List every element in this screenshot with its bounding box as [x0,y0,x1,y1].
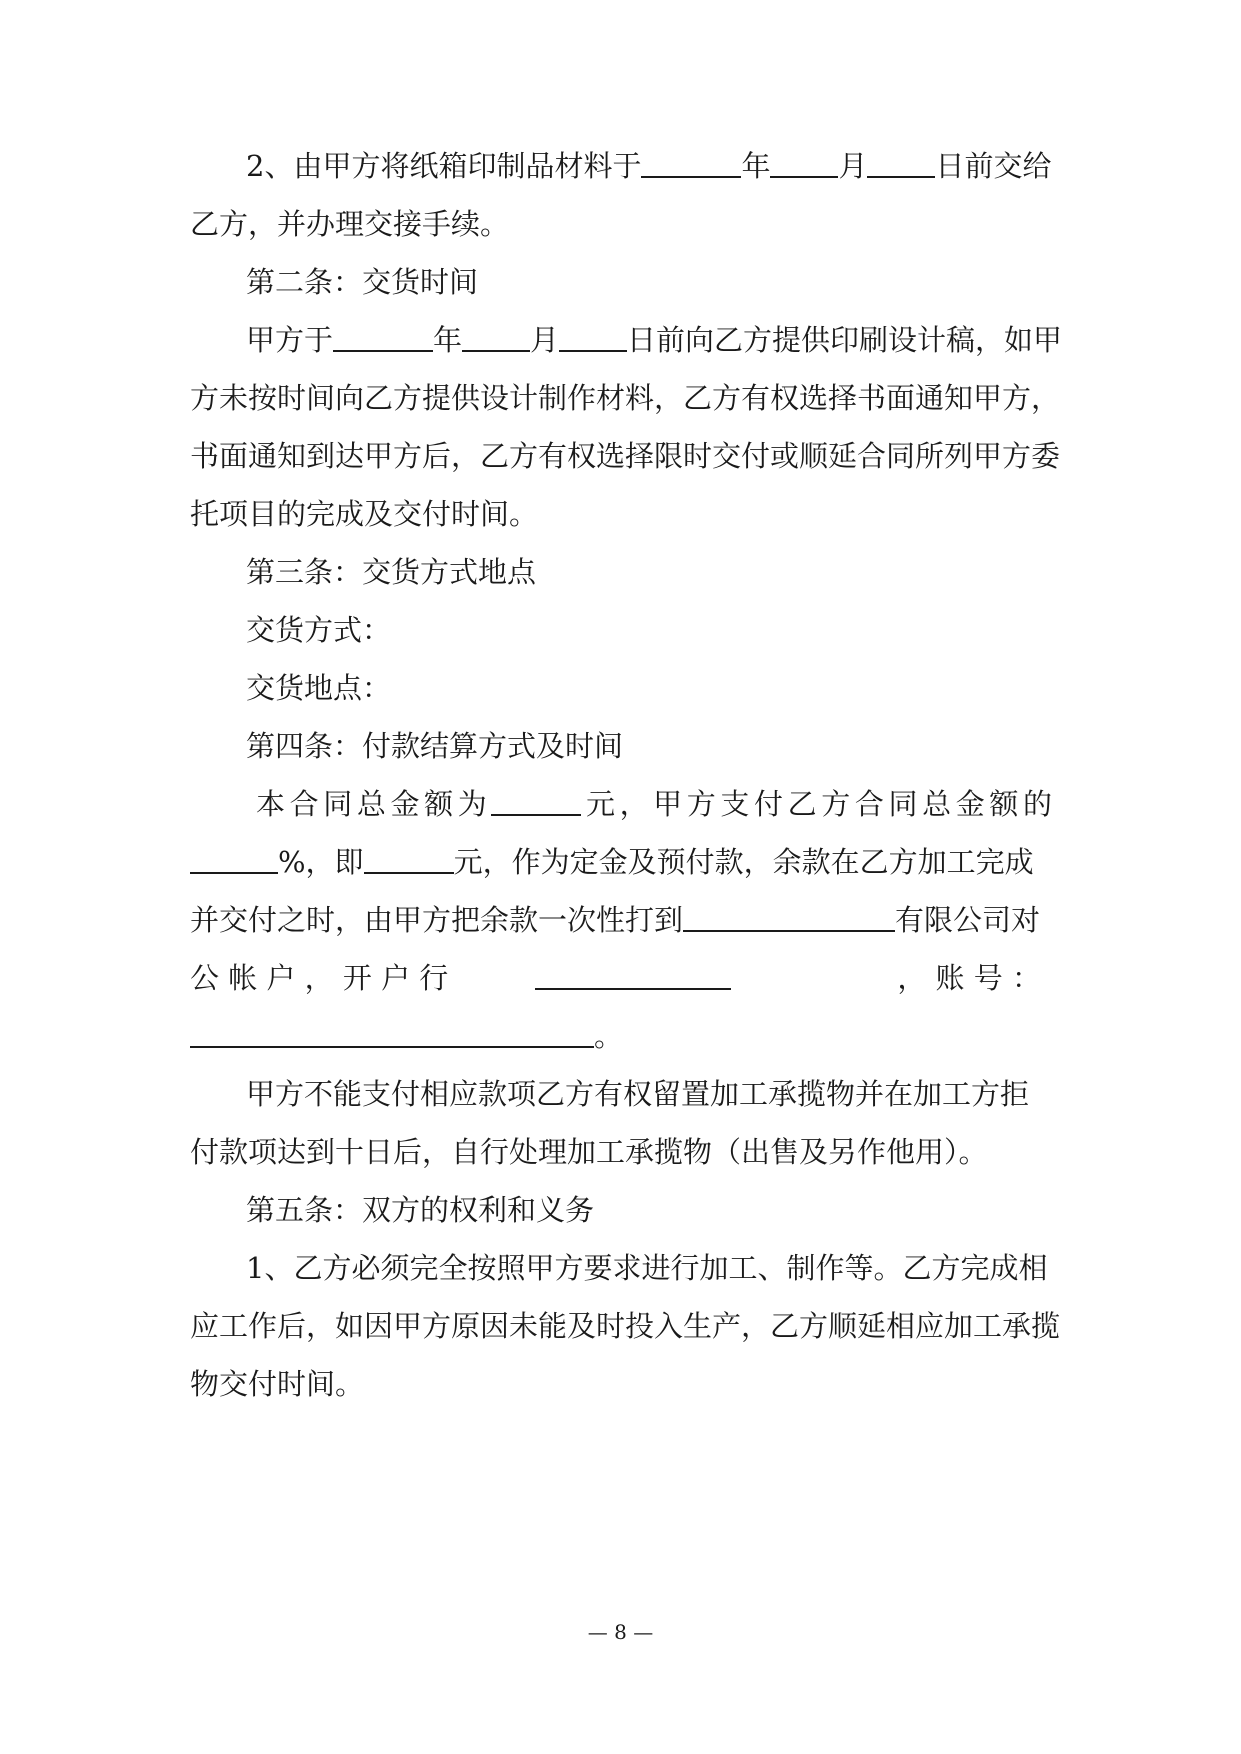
text: 年 [741,149,771,183]
text: 。 [594,1019,624,1053]
paragraph-line: 交货地点： [246,671,392,705]
paragraph-line: 方未按时间向乙方提供设计制作材料，乙方有权选择书面通知甲方， [190,381,1061,415]
paragraph-line: 应工作后，如因甲方原因未能及时投入生产，乙方顺延相应加工承揽 [190,1309,1061,1343]
blank-field [770,146,838,178]
paragraph-line: 付款项达到十日后，自行处理加工承揽物（出售及另作他用）。 [190,1135,988,1169]
blank-field [867,146,935,178]
section-heading: 第二条：交货时间 [246,265,479,299]
text: 本合同总金额为 [256,787,492,821]
blank-field [462,320,530,352]
text: 2、由甲方将纸箱印制品材料于 [246,149,642,183]
paragraph-line [246,146,1052,186]
text: 元，作为定金及预付款，余款在乙方加工完成 [453,845,1034,879]
text: 月 [838,149,868,183]
paragraph-line: 物交付时间。 [190,1367,365,1401]
section-heading: 第三条：交货方式地点 [246,555,537,589]
paragraph-line [190,842,1052,882]
blank-field [364,842,454,874]
text: ， 账 号 ： [897,961,1041,995]
paragraph-line: 乙方，并办理交接手续。 [190,207,510,241]
blank-field [190,842,278,874]
paragraph-line [246,320,1063,360]
text: 有限公司对 [895,903,1041,937]
text: 甲方于 [246,323,334,357]
blank-field [190,1016,594,1048]
text: 元，甲方支付乙方合同总金额的 [581,787,1052,821]
text: 日前向乙方提供印刷设计稿，如甲 [627,323,1063,357]
blank-field [535,958,731,990]
paragraph-line [190,900,1052,940]
text: %，即 [278,845,364,879]
text: 日前交给 [935,149,1052,183]
paragraph-line: 交货方式： [246,613,392,647]
text: 年 [433,323,463,357]
paragraph-line: 1、乙方必须完全按照甲方要求进行加工、制作等。乙方完成相 [246,1251,1048,1285]
paragraph-line [190,958,1052,998]
section-heading: 第四条：付款结算方式及时间 [246,729,624,763]
paragraph-line: 托项目的完成及交付时间。 [190,497,539,531]
text: 月 [530,323,560,357]
paragraph-line: 甲方不能支付相应款项乙方有权留置加工承揽物并在加工方拒 [246,1077,1030,1111]
blank-field [641,146,741,178]
paragraph-line [190,1016,1052,1056]
paragraph-line [256,784,1052,824]
section-heading: 第五条：双方的权利和义务 [246,1193,595,1227]
page-number: — 8 — [587,1620,654,1644]
blank-field [333,320,433,352]
text: 并交付之时，由甲方把余款一次性打到 [190,903,684,937]
blank-field [559,320,627,352]
blank-field [683,900,895,932]
text: 公 帐 户 ， 开 户 行 [190,961,449,995]
blank-field [491,784,581,816]
paragraph-line: 书面通知到达甲方后，乙方有权选择限时交付或顺延合同所列甲方委 [190,439,1061,473]
